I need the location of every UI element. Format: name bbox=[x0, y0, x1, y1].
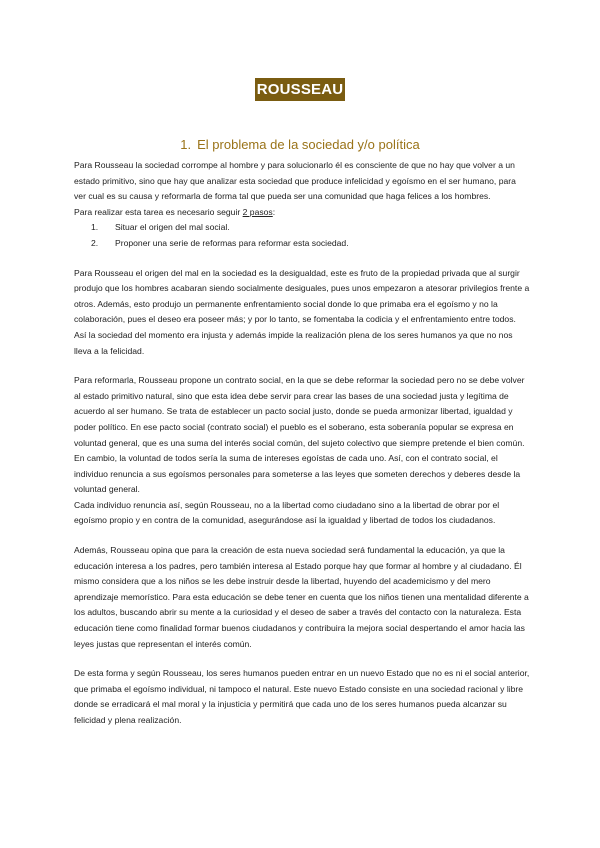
spacer bbox=[74, 529, 530, 543]
paragraph-intro: Para Rousseau la sociedad corrompe al hombre y para solucionarlo él es consciente de que no hay que volver a un estado primitivo, sino que hay que analizar esta sociedad que produce infelicidad y egoísmo en el ser humano, para ver cual es su causa y reformarla de forma tal que pueda ser una comunidad que haga felices a los hombres. bbox=[74, 160, 516, 202]
list-item-text: Situar el origen del mal social. bbox=[115, 222, 230, 233]
spacer bbox=[74, 652, 530, 666]
list-item-text: Proponer una serie de reformas para reformar esta sociedad. bbox=[115, 237, 349, 248]
paragraph-steps-intro bbox=[74, 205, 530, 221]
document-body bbox=[74, 158, 530, 729]
section-number: 1. bbox=[180, 137, 192, 152]
document-title: ROUSSEAU bbox=[255, 78, 346, 101]
title-container bbox=[0, 78, 600, 101]
steps-intro-text: Para realizar esta tarea es necesario seguir bbox=[74, 206, 243, 217]
paragraph-origin-of-evil: Para Rousseau el origen del mal en la sociedad es la desigualdad, este es fruto de la propiedad privada que al surgir produjo que los hombres acabaran siendo socialmente desiguales, pues unos empezaron a atesorar privilegios frente a otros. Además, esto produjo un permanente enfrentamiento social donde lo que primaba era el egoísmo y no la colaboración, pues el deseo era poseer más; y por lo tanto, se fomentaba la codicia y el enfrentamiento entre todos. Así la sociedad del momento era injusta y además impide la realización plena de los seres humanos ya que no nos lleva a la felicidad. bbox=[74, 267, 530, 356]
paragraph-individual-renounces: Cada individuo renuncia así, según Rousseau, no a la libertad como ciudadano sino a la libertad de obrar por el egoísmo propio y en contra de la comunidad, asegurándose así la igualdad y libertad de todos los ciudadanos. bbox=[74, 499, 500, 526]
list-item-number: 1. bbox=[91, 222, 99, 233]
paragraph-conclusion: De esta forma y según Rousseau, los seres humanos pueden entrar en un nuevo Estado que no es ni el social anterior, que primaba el egoísmo individual, ni tampoco el natural. Este nuevo Estado consiste en una sociedad racional y libre donde se erradicará el mal moral y la injusticia y permitirá que cada uno de los seres humanos pueda alcanzar su felicidad y plena realización. bbox=[74, 668, 530, 725]
list-item bbox=[91, 220, 530, 236]
paragraph-social-contract: Para reformarla, Rousseau propone un contrato social, en la que se debe reformar la sociedad pero no se debe volver al estado primitivo natural, sino que esta idea debe servir para crear las bases de una sociedad justa y legítima de acuerdo al ser humano. Se trata de establecer un pacto social justo, donde se pueda armonizar libertad, igualdad y poder político. En ese pacto social (contrato social) el pueblo es el soberano, esta soberanía popular se expresa en voluntad general, que es una suma del interés social común, del sujeto colectivo que siempre pretende el bien común. En cambio, la voluntad de todos sería la suma de intereses egoístas de cada uno. Así, con el contrato social, el individuo renuncia a sus egoísmos personales para someterse a las leyes que someten derechos y deberes desde la voluntad general. bbox=[74, 375, 525, 495]
section-heading-text: El problema de la sociedad y/o política bbox=[197, 137, 420, 152]
paragraph-education: Además, Rousseau opina que para la creación de esta nueva sociedad será fundamental la educación, ya que la educación interesa a los padres, pero también interesa al Estado porque hay que formar al hombre y al ciudadano. Él mismo considera que a los niños se les debe instruir desde la libertad, huyendo del academicismo y del mero aprendizaje memorístico. Para esta educación se debe tener en cuenta que los niños tienen una mentalidad diferente a los adultos, buscando abrir su mente a la curiosidad y el deseo de saber a través del contacto con la naturaleza. Esta educación tiene como finalidad formar buenos ciudadanos y contribuira la mejora social despertando el amor hacia las leyes justas que representan el interés común. bbox=[74, 545, 529, 649]
steps-list bbox=[74, 220, 530, 251]
list-item-number: 2. bbox=[91, 237, 99, 248]
section-heading bbox=[0, 137, 600, 152]
steps-count-underlined: 2 pasos bbox=[242, 206, 273, 217]
steps-intro-colon: : bbox=[272, 206, 276, 217]
spacer bbox=[74, 359, 530, 373]
spacer bbox=[74, 252, 530, 266]
list-item bbox=[91, 236, 530, 252]
